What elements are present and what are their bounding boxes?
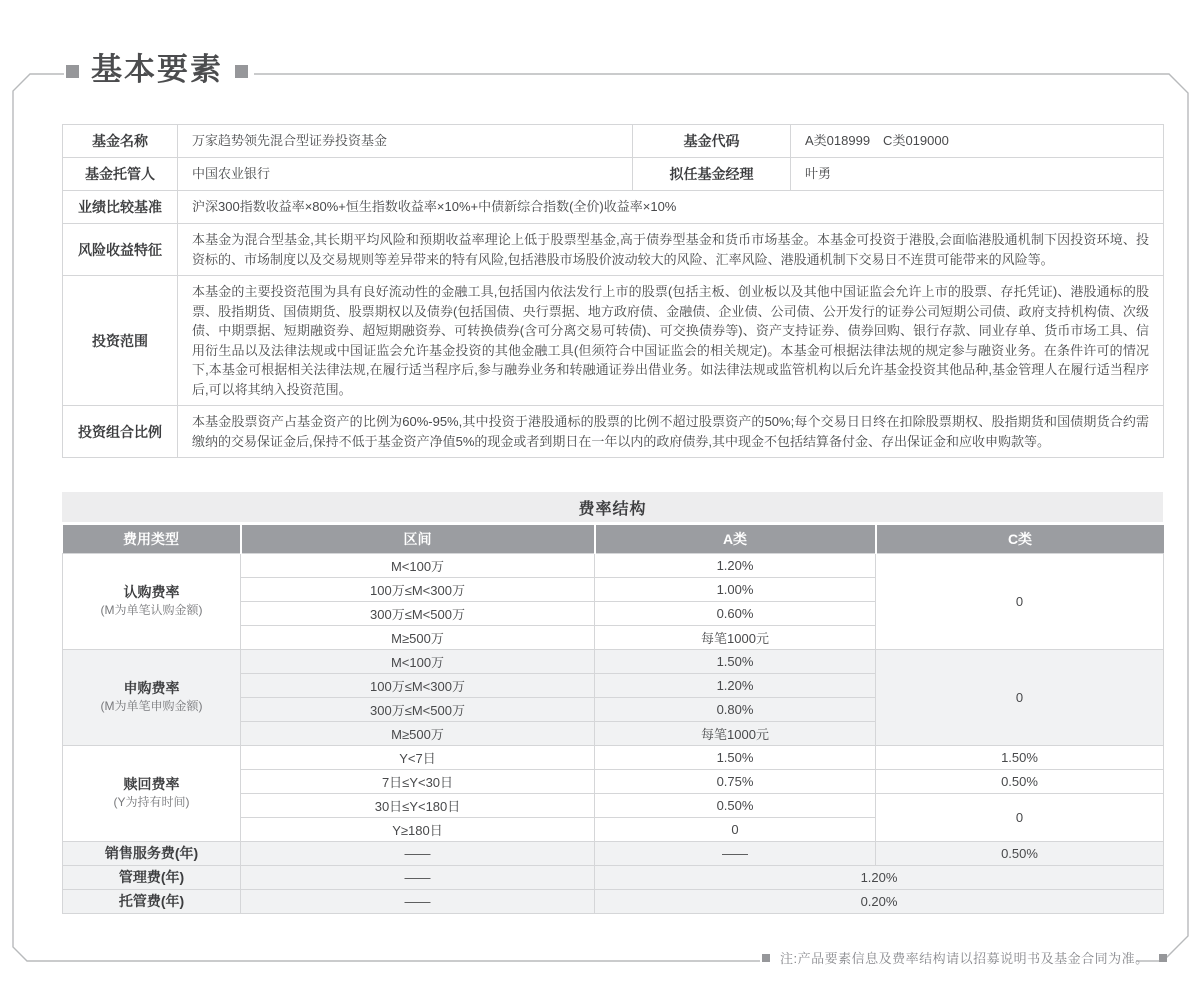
portfolio-ratio-value: 本基金股票资产占基金资产的比例为60%-95%,其中投资于港股通标的股票的比例不超过股票资产的50%;每个交易日日终在扣除股票期权、股指期货和国债期货合约需缴纳的交易保证金后,保持不低于基金资产净值5%的现金或者到期日在一年以内的政府债券,其中现金不包括结算备付金、存出保证金和应收申购款等。: [178, 406, 1164, 458]
page-title: 基本要素: [91, 52, 223, 87]
info-row-fund-name: [63, 125, 1164, 158]
fee-value-cell: M≥500万: [241, 721, 595, 745]
fee-type-name: 托管费(年): [118, 892, 185, 909]
fee-value-cell: 100万≤M<300万: [241, 577, 595, 601]
fee-type-label-cell: [63, 865, 241, 889]
info-row-portfolio-ratio: [63, 406, 1164, 458]
fee-value-cell: 0.20%: [595, 889, 1164, 913]
fee-value-cell: M<100万: [241, 649, 595, 673]
fee-value-cell: Y<7日: [241, 745, 595, 769]
fee-table-body: [63, 553, 1164, 913]
info-row-investment-scope: [63, 276, 1164, 406]
fee-type-subnote: (M为单笔申购金额): [100, 699, 203, 714]
fee-structure-section: [62, 492, 1163, 914]
page-title-block: [66, 44, 248, 89]
risk-return-label: 风险收益特征: [63, 224, 178, 276]
fee-value-cell: 0.80%: [595, 697, 876, 721]
fee-value-cell: 300万≤M<500万: [241, 601, 595, 625]
fund-name-value: 万家趋势领先混合型证券投资基金: [178, 125, 633, 158]
fund-name-label: 基金名称: [63, 125, 178, 158]
fee-value-cell: 0.50%: [595, 793, 876, 817]
custodian-value: 中国农业银行: [178, 158, 633, 191]
fee-value-cell: 每笔1000元: [595, 721, 876, 745]
fee-value-cell: 1.20%: [595, 553, 876, 577]
note-right-square-icon: [1159, 954, 1167, 962]
info-row-benchmark: [63, 191, 1164, 224]
fee-value-cell: 1.20%: [595, 673, 876, 697]
fee-type-name: 申购费率: [123, 680, 180, 697]
fee-value-cell: 1.50%: [595, 745, 876, 769]
fee-value-cell: 0.60%: [595, 601, 876, 625]
fee-type-label-cell: [63, 745, 241, 841]
fee-type-label-cell: [63, 649, 241, 745]
fee-table-row: [63, 553, 1164, 577]
fee-header-range: 区间: [241, 525, 595, 553]
fee-value-cell: 1.50%: [595, 649, 876, 673]
fee-type-subnote: (Y为持有时间): [113, 795, 190, 810]
fee-value-cell: 1.20%: [595, 865, 1164, 889]
fee-value-cell: ——: [241, 841, 595, 865]
fee-table-title: 费率结构: [62, 492, 1163, 522]
fee-type-subnote: (M为单笔认购金额): [100, 603, 203, 618]
fee-value-cell: 300万≤M<500万: [241, 697, 595, 721]
investment-scope-label: 投资范围: [63, 276, 178, 406]
risk-return-value: 本基金为混合型基金,其长期平均风险和预期收益率理论上低于股票型基金,高于债券型基金和货币市场基金。本基金可投资于港股,会面临港股通机制下因投资环境、投资标的、市场制度以及交易规则等差异带来的特有风险,包括港股市场股价波动较大的风险、汇率风险、港股通机制下交易日不连贯可能带来的风险等。: [178, 224, 1164, 276]
footnote-text: 注:产品要素信息及费率结构请以招募说明书及基金合同为准。: [780, 951, 1149, 966]
fee-value-cell: 0.75%: [595, 769, 876, 793]
fee-value-cell: M≥500万: [241, 625, 595, 649]
custodian-label: 基金托管人: [63, 158, 178, 191]
fee-header-type: 费用类型: [63, 525, 241, 553]
info-row-custodian: [63, 158, 1164, 191]
fund-code-label: 基金代码: [633, 125, 791, 158]
fee-value-cell: 100万≤M<300万: [241, 673, 595, 697]
fee-value-cell: 7日≤Y<30日: [241, 769, 595, 793]
fee-value-cell: Y≥180日: [241, 817, 595, 841]
fee-value-cell: ——: [241, 889, 595, 913]
manager-value: 叶勇: [791, 158, 1164, 191]
portfolio-ratio-label: 投资组合比例: [63, 406, 178, 458]
manager-label: 拟任基金经理: [633, 158, 791, 191]
fee-table-row: [63, 889, 1164, 913]
fee-value-cell: M<100万: [241, 553, 595, 577]
footnote-block: [762, 948, 1167, 967]
fee-value-cell: ——: [595, 841, 876, 865]
fee-value-cell: 1.50%: [876, 745, 1164, 769]
fee-value-cell: 0.50%: [876, 769, 1164, 793]
fee-table-row: [63, 649, 1164, 673]
investment-scope-value: 本基金的主要投资范围为具有良好流动性的金融工具,包括国内依法发行上市的股票(包括主板、创业板以及其他中国证监会允许上市的股票、存托凭证)、港股通标的股票、股指期货、国债期货、股票期权以及债券(包括国债、央行票据、地方政府债、金融债、企业债、公司债、公开发行的证券公司短期公司债、政府支持机构债、次级债、中期票据、短期融资券、超短期融资券、可转换债券(含可分离交易可转债)、可交换债券等)、资产支持证券、债券回购、银行存款、同业存单、货币市场工具、信用衍生品以及法律法规或中国证监会允许基金投资的其他金融工具(但须符合中国证监会的相关规定)。本基金可根据法律法规的规定参与融资业务。在条件许可的情况下,本基金可根据相关法律法规,在履行适当程序后,参与融券业务和转融通证券出借业务。如法律法规或监管机构以后允许基金投资其他品种,基金管理人在履行适当程序后,可以将其纳入投资范围。: [178, 276, 1164, 406]
fee-type-name: 销售服务费(年): [104, 844, 199, 861]
fee-table-row: [63, 745, 1164, 769]
fee-value-cell: 30日≤Y<180日: [241, 793, 595, 817]
fee-value-cell: ——: [241, 865, 595, 889]
fund-code-value: A类018999 C类019000: [791, 125, 1164, 158]
benchmark-label: 业绩比较基准: [63, 191, 178, 224]
note-left-square-icon: [762, 954, 770, 962]
fee-value-cell: 0: [876, 649, 1164, 745]
fee-type-label-cell: [63, 841, 241, 865]
fee-value-cell: 每笔1000元: [595, 625, 876, 649]
fee-type-label-cell: [63, 553, 241, 649]
fee-structure-table: [62, 525, 1164, 914]
title-right-square-icon: [235, 65, 248, 78]
fee-value-cell: 0: [595, 817, 876, 841]
fee-type-label-cell: [63, 889, 241, 913]
fee-table-header-row: [63, 525, 1164, 553]
fee-type-name: 认购费率: [123, 584, 180, 601]
fee-value-cell: 1.00%: [595, 577, 876, 601]
fee-type-name: 赎回费率: [123, 776, 180, 793]
fund-info-table: [62, 124, 1164, 458]
fee-value-cell: 0: [876, 553, 1164, 649]
fee-table-row: [63, 865, 1164, 889]
fee-table-row: [63, 841, 1164, 865]
fee-value-cell: 0.50%: [876, 841, 1164, 865]
info-row-risk-return: [63, 224, 1164, 276]
benchmark-value: 沪深300指数收益率×80%+恒生指数收益率×10%+中债新综合指数(全价)收益率×10%: [178, 191, 1164, 224]
fee-header-class-c: C类: [876, 525, 1164, 553]
title-left-square-icon: [66, 65, 79, 78]
fee-value-cell: 0: [876, 793, 1164, 841]
fee-header-class-a: A类: [595, 525, 876, 553]
fee-type-name: 管理费(年): [118, 868, 185, 885]
